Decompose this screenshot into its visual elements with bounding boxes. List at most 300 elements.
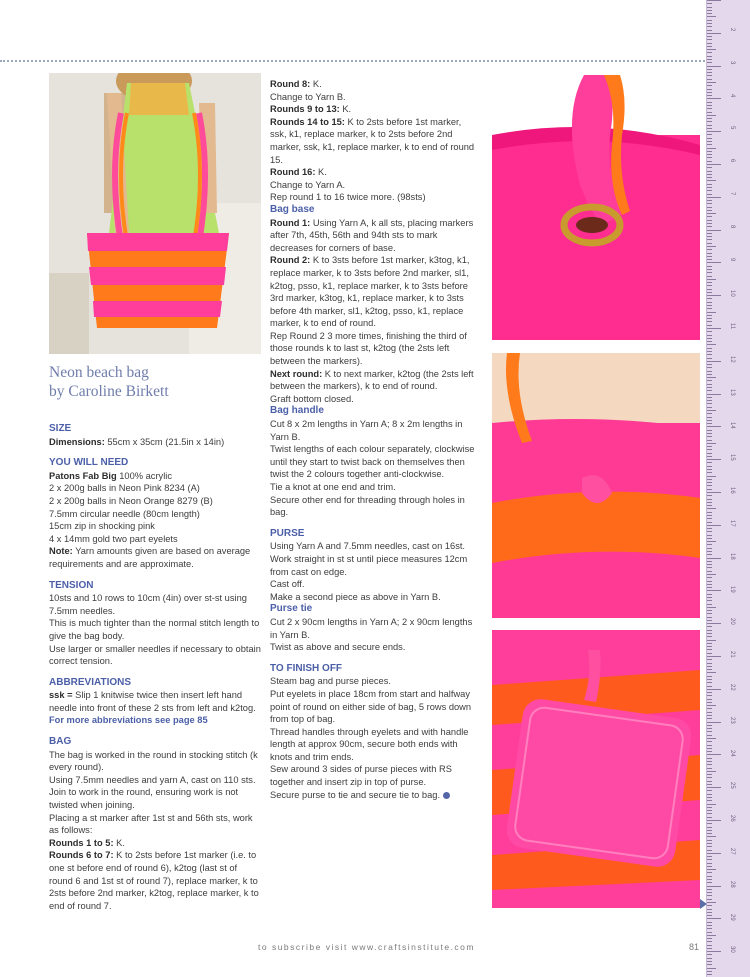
round-8: Round 8: K. [270, 79, 322, 89]
ruler-tick [707, 620, 712, 621]
ruler-tick [707, 187, 712, 188]
ruler-tick [707, 938, 712, 939]
materials-item: 7.5mm circular needle (80cm length) [49, 508, 200, 519]
ruler-tick [707, 39, 712, 40]
finish-heading: TO FINISH OFF [270, 662, 343, 674]
ruler-tick [707, 748, 712, 749]
purse-heading: PURSE [270, 527, 305, 539]
ruler-tick [707, 784, 712, 785]
ruler-tick [707, 712, 712, 713]
ruler-tick [707, 571, 712, 572]
ruler-label: 19 [729, 585, 735, 593]
ruler-tick [707, 276, 712, 277]
ruler-tick [707, 594, 712, 595]
ruler-tick [707, 630, 712, 631]
ruler-tick [707, 869, 716, 870]
ruler-tick [707, 682, 712, 683]
ruler-tick [707, 564, 712, 565]
ruler-tick [707, 89, 712, 90]
ruler-tick [707, 151, 712, 152]
ruler-tick [707, 36, 712, 37]
ruler-tick [707, 358, 712, 359]
ruler-tick [707, 922, 712, 923]
ruler-tick [707, 134, 712, 135]
ruler-tick [707, 374, 712, 375]
ruler-tick [707, 341, 712, 342]
ruler-tick [707, 551, 712, 552]
ruler-tick [707, 59, 712, 60]
ruler-tick [707, 236, 712, 237]
ruler-tick [707, 889, 712, 890]
ruler-tick [707, 830, 712, 831]
finish-line: Put eyelets in place 18cm from start and halfway point of round on either side of bag, 5 rows down from top of bag. [270, 688, 472, 725]
ruler-tick [707, 531, 712, 532]
ruler-tick [707, 482, 712, 483]
ruler-label: 28 [729, 880, 735, 888]
ruler-tick [707, 13, 712, 14]
ruler-label: 27 [729, 848, 735, 855]
ruler-tick [707, 171, 712, 172]
handle-line: Cut 8 x 2m lengths in Yarn A; 8 x 2m lengths in Yarn B. [270, 419, 463, 442]
ruler-tick [707, 646, 712, 647]
bag-handle-heading: Bag handle [270, 405, 324, 417]
abbreviation-ssk: ssk = Slip 1 knitwise twice then insert left hand needle into front of these 2 sts from left and k2tog. [49, 690, 256, 713]
ruler-label: 29 [729, 913, 735, 921]
ruler-tick [707, 3, 712, 4]
ruler-tick [707, 505, 712, 506]
ruler-tick [707, 472, 712, 473]
ruler-tick [707, 823, 712, 824]
materials-item: 15cm zip in shocking pink [49, 521, 155, 532]
ruler-tick [707, 56, 712, 57]
ruler-tick [707, 207, 712, 208]
ruler-tick [707, 72, 712, 73]
ruler-tick [707, 515, 712, 516]
ruler-tick [707, 430, 712, 431]
ruler-tick [707, 761, 712, 762]
ruler-tick [707, 282, 712, 283]
ruler-tick [707, 384, 712, 385]
ruler-tick [707, 810, 712, 811]
ruler-tick [707, 23, 712, 24]
ruler-label: 10 [729, 290, 735, 298]
ruler-label: 17 [729, 520, 735, 527]
ruler-tick [707, 7, 712, 8]
ruler-tick [707, 154, 712, 155]
purse-closeup-photo [492, 630, 700, 908]
end-bullet-icon [443, 792, 450, 799]
ruler-tick [707, 164, 721, 165]
ruler-tick [707, 853, 721, 854]
model-photo [49, 73, 261, 354]
ruler-tick [707, 167, 712, 168]
ruler-tick [707, 233, 712, 234]
ruler-tick [707, 426, 721, 427]
ruler-tick [707, 364, 712, 365]
ruler-tick [707, 525, 721, 526]
ruler-tick [707, 138, 712, 139]
ruler-tick [707, 387, 712, 388]
ruler-tick [707, 144, 712, 145]
ruler-tick [707, 666, 712, 667]
ruler-label: 18 [729, 552, 735, 560]
ruler-tick [707, 361, 721, 362]
ruler-label: 30 [729, 946, 735, 954]
ruler-tick [707, 351, 712, 352]
ruler-tick [707, 108, 712, 109]
ruler-marker-icon [700, 899, 707, 909]
ruler-tick [707, 574, 716, 575]
ruler-tick [707, 787, 721, 788]
ruler-tick [707, 453, 712, 454]
base-round-1: Round 1: Using Yarn A, k all sts, placing markers after 7th, 45th, 56th and 94th sts to mark decreases for corners of base. [270, 217, 474, 253]
ruler-tick [707, 492, 721, 493]
ruler-tick [707, 92, 712, 93]
ruler-tick [707, 718, 712, 719]
ruler-tick [707, 46, 712, 47]
ruler-tick [707, 180, 716, 181]
ruler-tick [707, 626, 712, 627]
purse-line: Cast off. [270, 579, 305, 590]
ruler-tick [707, 200, 712, 201]
ruler-tick [707, 344, 716, 345]
size-heading: SIZE [49, 423, 72, 434]
ruler-tick [707, 390, 712, 391]
ruler-tick [707, 380, 712, 381]
handle-line: Tie a knot at one end and trim. [270, 482, 396, 492]
ruler-tick [707, 262, 721, 263]
stripes-closeup-photo [492, 353, 700, 618]
purse-closeup-image [492, 630, 700, 908]
ruler-tick [707, 26, 712, 27]
ruler-tick [707, 522, 712, 523]
ruler-tick [707, 305, 712, 306]
ruler-tick [707, 708, 712, 709]
ruler-tick [707, 462, 712, 463]
ruler-tick [707, 52, 712, 53]
ruler-tick [707, 495, 712, 496]
ruler-tick [707, 420, 712, 421]
ruler-tick [707, 797, 712, 798]
more-abbreviations-link[interactable]: For more abbreviations see page 85 [49, 715, 208, 726]
ruler-tick [707, 751, 712, 752]
ruler-tick [707, 866, 712, 867]
ruler-tick [707, 804, 716, 805]
ruler-tick [707, 79, 712, 80]
ruler-tick [707, 397, 712, 398]
ruler-tick [707, 400, 712, 401]
ruler-tick [707, 223, 712, 224]
ruler-tick [707, 66, 721, 67]
ruler-tick [707, 266, 712, 267]
ruler-tick [707, 403, 712, 404]
ruler-tick [707, 659, 712, 660]
ruler-tick [707, 833, 712, 834]
footer-subscribe-url[interactable]: to subscribe visit www.craftsinstitute.com [258, 942, 475, 952]
ruler-tick [707, 610, 712, 611]
ruler-tick [707, 689, 721, 690]
abbreviations-heading: ABBREVIATIONS [49, 676, 132, 688]
ruler-tick [707, 731, 712, 732]
ruler-tick [707, 790, 712, 791]
repeat-rounds: Rep round 1 to 16 twice more. (98sts) [270, 192, 426, 203]
round-16: Round 16: K. [270, 167, 327, 178]
ruler-tick [707, 413, 712, 414]
ruler-tick [707, 899, 712, 900]
ruler-tick [707, 295, 721, 296]
bag-heading: BAG [49, 736, 72, 748]
ruler-tick [707, 741, 712, 742]
tension-line: Use larger or smaller needles if necessary to obtain correct tension. [49, 643, 261, 667]
ruler-tick [707, 443, 716, 444]
ruler-tick [707, 302, 712, 303]
ruler-tick [707, 433, 712, 434]
ruler-tick [707, 649, 712, 650]
ruler-tick [707, 328, 721, 329]
ruler-tick [707, 813, 712, 814]
ruler-tick [707, 587, 712, 588]
ruler-tick [707, 561, 712, 562]
ruler-tick [707, 115, 716, 116]
ruler-tick [707, 872, 712, 873]
ruler-tick [707, 43, 712, 44]
ruler-tick [707, 915, 712, 916]
ruler-tick [707, 102, 712, 103]
dimensions-line: Dimensions: 55cm x 35cm (21.5in x 14in) [49, 436, 225, 447]
finish-line: Steam bag and purse pieces. [270, 676, 391, 687]
ruler-tick [707, 289, 712, 290]
ruler-tick [707, 945, 712, 946]
ruler-tick [707, 292, 712, 293]
ruler-tick [707, 105, 712, 106]
ruler-tick [707, 951, 721, 952]
ruler-tick [707, 476, 716, 477]
article-title-block [49, 363, 261, 401]
purse-line: Make a second piece as above in Yarn B. [270, 591, 441, 602]
ruler-tick [707, 0, 721, 1]
ruler-label: 7 [729, 192, 735, 196]
ruler-tick [707, 604, 712, 605]
ruler-tick [707, 735, 712, 736]
article-byline: by Caroline Birkett [49, 383, 169, 400]
ruler-tick [707, 836, 716, 837]
ruler-tick [707, 308, 712, 309]
ruler-tick [707, 440, 712, 441]
ruler-tick [707, 190, 712, 191]
tension-line: This is much tighter than the normal stitch length to give the bag body. [49, 618, 260, 641]
ruler-tick [707, 807, 712, 808]
ruler-tick [707, 676, 712, 677]
ruler-tick [707, 98, 721, 99]
ruler-tick [707, 459, 721, 460]
ruler-tick [707, 567, 712, 568]
ruler-tick [707, 633, 712, 634]
eyelet-closeup-photo [492, 75, 700, 340]
ruler-tick [707, 758, 712, 759]
ruler-tick [707, 125, 712, 126]
ruler-tick [707, 840, 712, 841]
ruler-tick [707, 656, 721, 657]
ruler-tick [707, 722, 721, 723]
ruler-tick [707, 348, 712, 349]
dotted-divider [0, 60, 705, 62]
round-14-15: Rounds 14 to 15: K to 2sts before 1st marker, ssk, k1, replace marker, k to 2sts before 2nd marker, ssk, k1, replace marker, k to end of round 15. [270, 116, 475, 165]
ruler-tick [707, 213, 716, 214]
round-9-13: Rounds 9 to 13: K. [270, 104, 352, 115]
eyelet-closeup-image [492, 75, 700, 340]
ruler-tick [707, 859, 712, 860]
ruler-tick [707, 794, 712, 795]
finish-line: Thread handles through eyelets and with handle length at approx 90cm, secure both ends with knots and trim ends. [270, 726, 469, 762]
ruler-label: 5 [729, 126, 735, 130]
ruler-label: 25 [729, 782, 735, 790]
ruler-tick [707, 879, 712, 880]
ruler-tick [707, 279, 716, 280]
ruler-tick [707, 148, 716, 149]
ruler-label: 12 [729, 356, 735, 363]
ruler-tick [707, 705, 716, 706]
ruler-tick [707, 407, 712, 408]
ruler-tick [707, 141, 712, 142]
ruler-tick [707, 850, 712, 851]
ruler-tick [707, 636, 712, 637]
ruler-tick [707, 315, 712, 316]
ruler-tick [707, 909, 712, 910]
finish-line-last: Secure purse to tie and secure tie to bag. [270, 789, 480, 802]
ruler-tick [707, 672, 716, 673]
text-column-left [49, 363, 261, 912]
model-with-bag-image [49, 73, 261, 354]
ruler-tick [707, 905, 712, 906]
ruler-tick [707, 538, 712, 539]
ruler-tick [707, 918, 721, 919]
ruler-tick [707, 157, 712, 158]
ruler-tick [707, 886, 721, 887]
ruler-label: 16 [729, 487, 735, 494]
ruler-tick [707, 768, 712, 769]
handle-line: Secure other end for threading through holes in bag. [270, 494, 465, 518]
ruler-tick [707, 312, 716, 313]
ruler-tick [707, 128, 712, 129]
ruler-label: 11 [729, 323, 735, 330]
ruler-tick [707, 725, 712, 726]
ruler-tick [707, 800, 712, 801]
ruler-tick [707, 367, 712, 368]
ruler-tick [707, 912, 712, 913]
ruler-tick [707, 902, 716, 903]
ruler-label: 9 [729, 257, 735, 261]
ruler-tick [707, 69, 712, 70]
ruler-tick [707, 745, 712, 746]
ruler-label: 20 [729, 618, 735, 626]
ruler-tick [707, 617, 712, 618]
ruler-tick [707, 226, 712, 227]
ruler-label: 24 [729, 749, 735, 757]
ruler-label: 14 [729, 421, 735, 429]
ruler-tick [707, 479, 712, 480]
ruler-tick [707, 781, 712, 782]
ruler-label: 2 [729, 28, 735, 32]
bag-base-heading: Bag base [270, 203, 315, 215]
purse-tie-line: Cut 2 x 90cm lengths in Yarn A; 2 x 90cm lengths in Yarn B. [270, 616, 473, 640]
tension-heading: TENSION [49, 579, 94, 591]
ruler-label: 4 [729, 93, 735, 97]
ruler-tick [707, 203, 712, 204]
ruler-tick [707, 640, 716, 641]
ruler-tick [707, 256, 712, 257]
ruler-tick [707, 49, 716, 50]
ruler-tick [707, 892, 712, 893]
page-number: 81 [689, 942, 700, 952]
ruler-tick [707, 882, 712, 883]
yarn-line: Patons Fab Big 100% acrylic [49, 470, 172, 481]
ruler-tick [707, 30, 712, 31]
ruler-tick [707, 371, 712, 372]
ruler-tick [707, 863, 712, 864]
ruler-tick [707, 95, 712, 96]
purse-tie-heading: Purse tie [270, 603, 313, 615]
ruler-tick [707, 33, 721, 34]
base-graft: Graft bottom closed. [270, 393, 354, 404]
ruler-tick [707, 436, 712, 437]
materials-item: 4 x 14mm gold two part eyelets [49, 533, 178, 544]
ruler-tick [707, 686, 712, 687]
ruler-tick [707, 177, 712, 178]
change-yarn-a: Change to Yarn A. [270, 179, 346, 190]
ruler-tick [707, 210, 712, 211]
ruler-label: 13 [729, 388, 735, 396]
ruler-tick [707, 581, 712, 582]
ruler-tick [707, 446, 712, 447]
ruler-tick [707, 613, 712, 614]
ruler-tick [707, 669, 712, 670]
ruler-tick [707, 535, 712, 536]
ruler-tick [707, 161, 712, 162]
ruler-tick [707, 197, 721, 198]
ruler-tick [707, 449, 712, 450]
ruler-tick [707, 335, 712, 336]
ruler-label: 8 [729, 224, 735, 229]
materials-heading: YOU WILL NEED [49, 457, 129, 469]
ruler-tick [707, 194, 712, 195]
ruler-tick [707, 410, 716, 411]
ruler-tick [707, 220, 712, 221]
ruler-tick [707, 961, 712, 962]
ruler-tick [707, 754, 721, 755]
ruler-tick [707, 548, 712, 549]
ruler-tick [707, 964, 712, 965]
ruler-tick [707, 653, 712, 654]
materials-item: 2 x 200g balls in Neon Pink 8234 (A) [49, 483, 200, 494]
bag-line: The bag is worked in the round in stocking stitch (k every round). [49, 749, 258, 773]
tension-line: 10sts and 10 rows to 10cm (4in) over st-st using 7.5mm needles. [49, 593, 247, 616]
ruler-tick [707, 764, 712, 765]
change-yarn-b: Change to Yarn B. [270, 91, 346, 102]
ruler-tick [707, 354, 712, 355]
ruler-tick [707, 528, 712, 529]
ruler-tick [707, 456, 712, 457]
ruler-tick [707, 269, 712, 270]
ruler-tick [707, 702, 712, 703]
ruler-tick [707, 843, 712, 844]
round-1-5: Rounds 1 to 5: K. [49, 837, 125, 848]
ruler-tick [707, 298, 712, 299]
ruler-tick [707, 544, 712, 545]
ruler-tick [707, 272, 712, 273]
ruler-tick [707, 846, 712, 847]
ruler-tick [707, 325, 712, 326]
ruler-tick [707, 971, 712, 972]
